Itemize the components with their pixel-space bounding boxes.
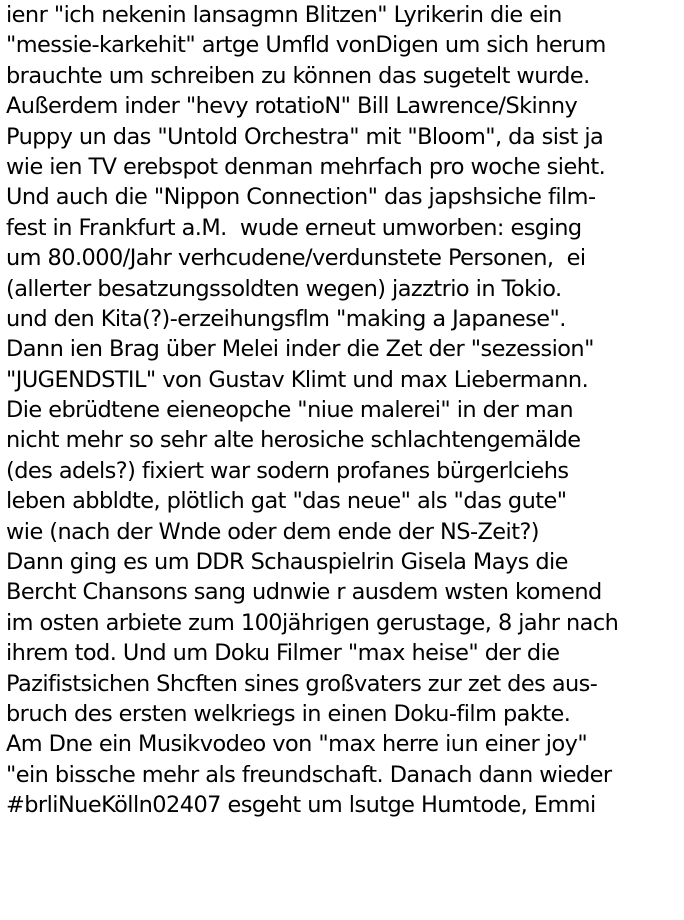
text-line-12: Dann ien Brag über Melei inder die Zet der "sezession" [6,336,594,363]
text-line-2: "messie-karkehit" artge Umfld vonDigen um sich herum [6,32,606,59]
text-line-8: fest in Frankfurt a.M. wude erneut umworben: esging [6,214,582,241]
text-line-16: (des adels?) fixiert war sodern profanes bürgerlciehs [6,457,569,484]
text-line-20: Bercht Chansons sang udnwie r ausdem wsten komend [6,579,602,606]
text-line-13: "JUGENDSTIL" von Gustav Klimt und max Liebermann. [6,366,589,393]
text-line-26: "ein bissche mehr als freundschaft. Danach dann wieder [6,761,612,788]
text-line-6: wie ien TV erebspot denman mehrfach pro woche sieht. [6,153,606,180]
text-line-15: nicht mehr so sehr alte herosiche schlachtengemälde [6,427,581,454]
text-line-22: ihrem tod. Und um Doku Filmer "max heise" der die [6,640,560,667]
text-line-11: und den Kita(?)-erzeihungsflm "making a Japanese". [6,305,566,332]
text-line-1: ienr "ich nekenin lansagmn Blitzen" Lyrikerin die ein [6,2,562,28]
text-line-21: im osten arbiete zum 100jährigen gerustage, 8 jahr nach [6,609,619,636]
text-line-24: bruch des ersten welkriegs in einen Doku-film pakte. [6,700,571,727]
text-line-25: Am Dne ein Musikvodeo von "max herre iun einer joy" [6,731,588,758]
text-line-5: Puppy un das "Untold Orchestra" mit "Bloom", da sist ja [6,123,604,150]
body-text [6,0,682,821]
text-line-17: leben abbldte, plötlich gat "das neue" als "das gute" [6,488,567,515]
text-line-3: brauchte um schreiben zu können das sugetelt wurde. [6,62,590,89]
text-line-9: um 80.000/Jahr verhcudene/verdunstete Personen, ei [6,245,586,272]
text-line-18: wie (nach der Wnde oder dem ende der NS-Zeit?) [6,518,540,545]
text-line-27: #brliNueKölln02407 esgeht um lsutge Humtode, Emmi [6,792,596,819]
text-line-23: Pazifistsichen Shcften sines großvaters zur zet des aus- [6,670,598,697]
text-line-10: (allerter besatzungssoldten wegen) jazztrio in Tokio. [6,275,562,302]
text-line-19: Dann ging es um DDR Schauspielrin Gisela Mays die [6,549,568,576]
text-line-14: Die ebrüdtene eieneopche "niue malerei" in der man [6,397,573,424]
text-line-7: Und auch die "Nippon Connection" das japshsiche film- [6,184,596,211]
text-line-4: Außerdem inder "hevy rotatioN" Bill Lawrence/Skinny [6,93,578,120]
